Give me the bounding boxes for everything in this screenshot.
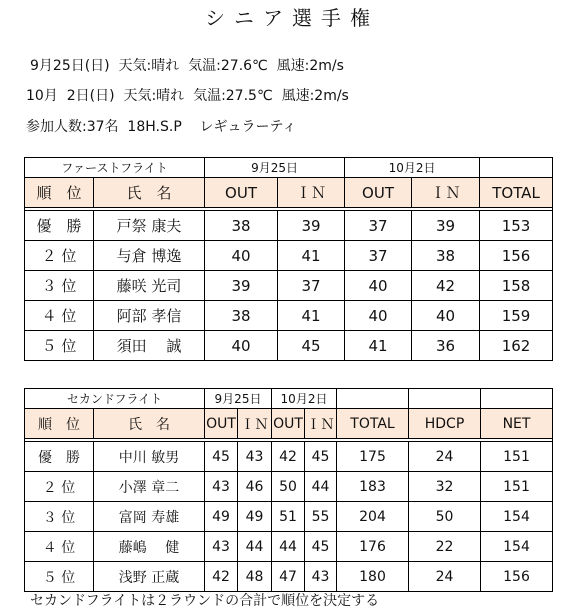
first-flight-caption: ファーストフライト	[25, 158, 205, 178]
score-cell: 48	[238, 562, 272, 592]
name-cell: 小澤 章二	[94, 472, 205, 502]
score-cell: 37	[278, 271, 345, 301]
first-flight-blank	[480, 158, 553, 178]
net-cell: 151	[481, 472, 553, 502]
header-total: TOTAL	[480, 178, 553, 208]
score-cell: 40	[205, 241, 278, 271]
total-cell: 162	[480, 331, 553, 361]
total-cell: 159	[480, 301, 553, 331]
score-cell: 38	[412, 241, 480, 271]
info-day1: 9月25日(日) 天気:晴れ 気温:27.6℃ 風速:2m/s	[30, 58, 344, 74]
hdcp-cell: 24	[409, 562, 481, 592]
name-cell: 藤咲 光司	[94, 271, 205, 301]
rank-cell: ４ 位	[25, 532, 94, 562]
page-title: シニア選手権	[205, 6, 379, 30]
hdcp-cell: 24	[409, 442, 481, 472]
score-cell: 36	[412, 331, 480, 361]
name-cell: 中川 敏男	[94, 442, 205, 472]
score-cell: 43	[238, 442, 272, 472]
score-cell: 41	[345, 331, 412, 361]
info-day2: 10月 2日(日) 天気:晴れ 気温:27.5℃ 風速:2m/s	[26, 88, 349, 104]
second-flight-blank	[409, 389, 481, 409]
rank-cell: ３ 位	[25, 271, 94, 301]
header-out1: OUT	[205, 178, 278, 208]
score-cell: 38	[205, 301, 278, 331]
table-row	[25, 241, 553, 271]
score-cell: 40	[412, 301, 480, 331]
table-row	[25, 271, 553, 301]
name-cell: 藤嶋 健	[94, 532, 205, 562]
name-cell: 須田 誠	[94, 331, 205, 361]
score-cell: 42	[272, 442, 305, 472]
score-cell: 42	[412, 271, 480, 301]
score-cell: 45	[305, 442, 337, 472]
info-participants: 参加人数:37名 18H.S.P レギュラーティ	[26, 119, 297, 135]
total-cell: 175	[337, 442, 409, 472]
footnote: セカンドフライトは２ラウンドの合計で順位を決定する	[30, 593, 380, 609]
total-cell: 204	[337, 502, 409, 532]
score-cell: 45	[205, 442, 238, 472]
score-cell: 47	[272, 562, 305, 592]
score-cell: 37	[345, 211, 412, 241]
total-cell: 180	[337, 562, 409, 592]
second-flight-header-row	[25, 409, 553, 439]
header-rank: 順 位	[25, 409, 94, 439]
second-flight-date1: 9月25日	[205, 389, 272, 409]
table-row	[25, 532, 553, 562]
header-rank: 順 位	[25, 178, 94, 208]
rank-cell: ５ 位	[25, 562, 94, 592]
total-cell: 183	[337, 472, 409, 502]
name-cell: 与倉 博逸	[94, 241, 205, 271]
score-cell: 39	[278, 211, 345, 241]
name-cell: 浅野 正蔵	[94, 562, 205, 592]
score-cell: 40	[345, 271, 412, 301]
name-cell: 富岡 寿雄	[94, 502, 205, 532]
table-row	[25, 562, 553, 592]
second-flight-blank	[481, 389, 553, 409]
rank-cell: ２ 位	[25, 241, 94, 271]
score-cell: 43	[305, 562, 337, 592]
total-cell: 158	[480, 271, 553, 301]
name-cell: 阿部 孝信	[94, 301, 205, 331]
rank-cell: ３ 位	[25, 502, 94, 532]
table-row	[25, 331, 553, 361]
score-cell: 39	[205, 271, 278, 301]
first-flight-date2: 10月2日	[345, 158, 480, 178]
header-hdcp: HDCP	[409, 409, 481, 439]
score-cell: 40	[205, 331, 278, 361]
rank-cell: 優 勝	[25, 442, 94, 472]
first-flight-header-row	[25, 178, 553, 208]
hdcp-cell: 50	[409, 502, 481, 532]
score-cell: 50	[272, 472, 305, 502]
score-cell: 55	[305, 502, 337, 532]
first-flight-date1: 9月25日	[205, 158, 345, 178]
second-flight-blank	[337, 389, 409, 409]
score-cell: 41	[278, 301, 345, 331]
score-cell: 43	[205, 472, 238, 502]
score-cell: 45	[278, 331, 345, 361]
net-cell: 156	[481, 562, 553, 592]
score-cell: 44	[238, 532, 272, 562]
net-cell: 151	[481, 442, 553, 472]
header-out2: OUT	[345, 178, 412, 208]
header-in2: ＩＮ	[412, 178, 480, 208]
score-cell: 45	[305, 532, 337, 562]
score-cell: 41	[278, 241, 345, 271]
table-row	[25, 211, 553, 241]
rank-cell: ２ 位	[25, 472, 94, 502]
score-cell: 38	[205, 211, 278, 241]
header-name: 氏 名	[94, 409, 205, 439]
header-total: TOTAL	[337, 409, 409, 439]
score-cell: 44	[272, 532, 305, 562]
header-out2: OUT	[272, 409, 305, 439]
score-cell: 39	[412, 211, 480, 241]
second-flight-table	[24, 388, 553, 592]
header-in1: ＩＮ	[238, 409, 272, 439]
second-flight-date2: 10月2日	[272, 389, 337, 409]
score-cell: 42	[205, 562, 238, 592]
table-row	[25, 301, 553, 331]
rank-cell: ４ 位	[25, 301, 94, 331]
name-cell: 戸祭 康夫	[94, 211, 205, 241]
header-in2: ＩＮ	[305, 409, 337, 439]
first-flight-table	[24, 157, 553, 361]
header-out1: OUT	[205, 409, 238, 439]
rank-cell: ５ 位	[25, 331, 94, 361]
score-cell: 49	[205, 502, 238, 532]
score-cell: 46	[238, 472, 272, 502]
score-cell: 43	[205, 532, 238, 562]
second-flight-caption: セカンドフライト	[25, 389, 205, 409]
score-cell: 44	[305, 472, 337, 502]
total-cell: 153	[480, 211, 553, 241]
hdcp-cell: 22	[409, 532, 481, 562]
total-cell: 156	[480, 241, 553, 271]
header-name: 氏 名	[94, 178, 205, 208]
rank-cell: 優 勝	[25, 211, 94, 241]
total-cell: 176	[337, 532, 409, 562]
table-row	[25, 472, 553, 502]
score-cell: 40	[345, 301, 412, 331]
score-cell: 49	[238, 502, 272, 532]
score-cell: 51	[272, 502, 305, 532]
net-cell: 154	[481, 532, 553, 562]
header-in1: ＩＮ	[278, 178, 345, 208]
hdcp-cell: 32	[409, 472, 481, 502]
score-cell: 37	[345, 241, 412, 271]
table-row	[25, 502, 553, 532]
header-net: NET	[481, 409, 553, 439]
net-cell: 154	[481, 502, 553, 532]
table-row	[25, 442, 553, 472]
